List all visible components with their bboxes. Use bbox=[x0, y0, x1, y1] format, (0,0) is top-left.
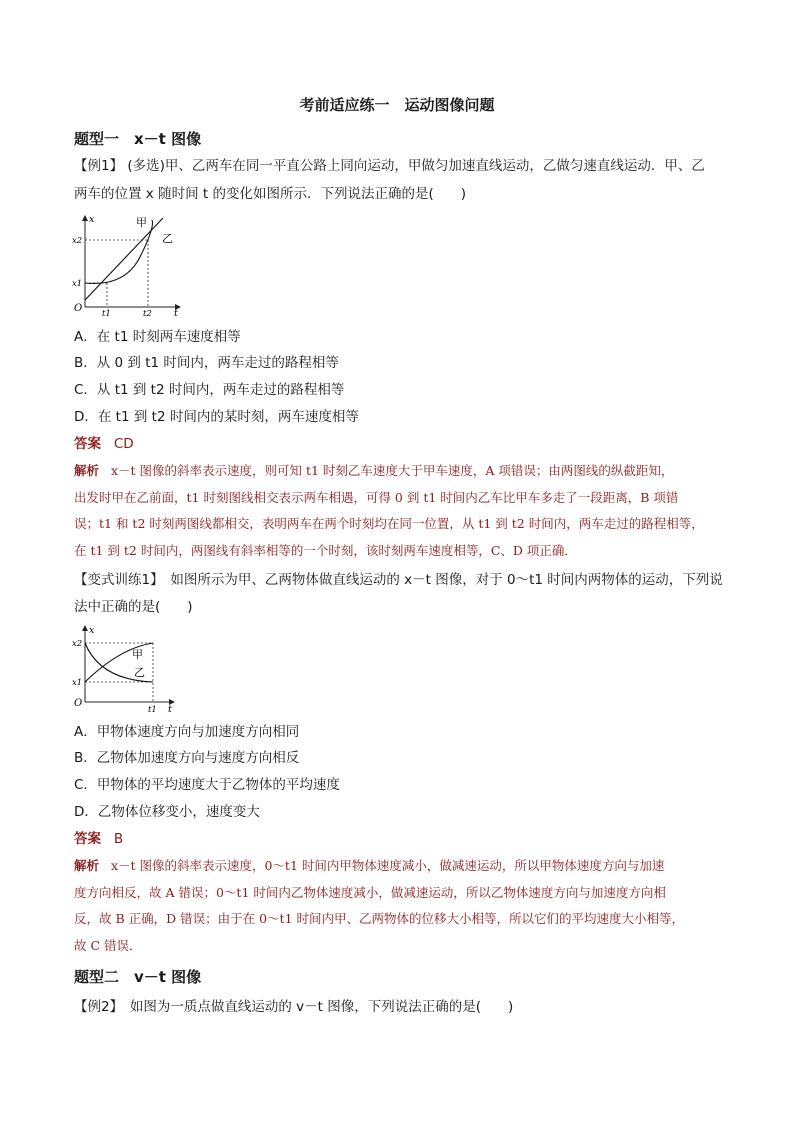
svg-text:x: x bbox=[89, 214, 95, 225]
svg-text:x1: x1 bbox=[72, 678, 83, 688]
example1-option-a: A．在 t1 时刻两车速度相等 bbox=[74, 329, 241, 345]
svg-text:O: O bbox=[74, 698, 83, 709]
svg-text:t1: t1 bbox=[102, 309, 111, 318]
section-heading-1: 题型一 x－t 图像 bbox=[74, 130, 202, 148]
variant1-option-c: C．甲物体的平均速度大于乙物体的平均速度 bbox=[74, 777, 340, 793]
example1-stem-line1: 【例1】 (多选)甲、乙两车在同一平直公路上同向运动，甲做匀加速直线运动，乙做匀速直线运动．甲、乙 bbox=[74, 158, 705, 174]
svg-text:甲: 甲 bbox=[136, 216, 147, 229]
answer-label: 答案 bbox=[74, 831, 101, 847]
curve-jia bbox=[85, 220, 153, 283]
explanation-label: 解析 bbox=[74, 463, 100, 478]
svg-text:乙: 乙 bbox=[162, 232, 173, 245]
xt-graph-variant1 bbox=[70, 624, 180, 714]
explanation-label: 解析 bbox=[74, 858, 100, 873]
svg-text:甲: 甲 bbox=[132, 648, 143, 661]
svg-text:O: O bbox=[74, 303, 83, 314]
variant1-option-b: B．乙物体加速度方向与速度方向相反 bbox=[74, 750, 300, 766]
svg-text:x: x bbox=[89, 625, 95, 636]
svg-text:t: t bbox=[174, 308, 178, 318]
example1-explanation: 解析 x－t 图像的斜率表示速度，则可知 t1 时刻乙车速度大于甲车速度，A 项错误；由两图线的纵截距知， 出发时甲在乙前面，t1 时刻图线相交表示两车相遇，可得 0 到 t1 时间内乙车比甲车多走了一段距离，B 项错 误；t1 和 t2 时刻两图线都相交，表明两车在两个时刻均在同一位置，从 t1 到 t2 时间内，两车走过的路程相等， 在 t1 到 t2 时间内，两图线有斜率相等的一个时刻，该时刻两车速度相等，C、D 项正确． bbox=[74, 463, 704, 558]
example1-stem-line2: 两车的位置 x 随时间 t 的变化如图所示．下列说法正确的是( ) bbox=[74, 186, 466, 202]
example1-answer bbox=[74, 434, 134, 454]
svg-text:乙: 乙 bbox=[134, 666, 145, 679]
svg-text:x2: x2 bbox=[72, 639, 83, 649]
example1-option-c: C．从 t1 到 t2 时间内，两车走过的路程相等 bbox=[74, 382, 345, 398]
svg-text:t: t bbox=[168, 704, 172, 714]
variant1-stem-line2: 法中正确的是( ) bbox=[74, 599, 193, 615]
svg-text:x2: x2 bbox=[72, 236, 83, 246]
line-yi bbox=[85, 218, 163, 300]
section-heading-2: 题型二 v－t 图像 bbox=[74, 968, 202, 986]
page-title: 考前适应练一 运动图像问题 bbox=[299, 96, 495, 114]
answer-label: 答案 bbox=[74, 436, 101, 452]
answer-value: B bbox=[113, 831, 124, 847]
variant1-answer bbox=[74, 829, 123, 849]
example1-option-d: D．在 t1 到 t2 时间内的某时刻，两车速度相等 bbox=[74, 409, 359, 425]
example1-option-b: B．从 0 到 t1 时间内，两车走过的路程相等 bbox=[74, 355, 339, 371]
variant1-stem-line1: 【变式训练1】 如图所示为甲、乙两物体做直线运动的 x－t 图像，对于 0～t1 时间内两物体的运动，下列说 bbox=[74, 572, 723, 588]
example2-stem-line1: 【例2】 如图为一质点做直线运动的 v－t 图像，下列说法正确的是( ) bbox=[74, 999, 514, 1015]
variant1-explanation: 解析 x－t 图像的斜率表示速度，0～t1 时间内甲物体速度减小，做减速运动，所以甲物体速度方向与加速 度方向相反，故 A 错误；0～t1 时间内乙物体速度减小，做减速运动，所以乙物体速度方向与加速度方向相 反，故 B 正确，D 错误；由于在 0～t1 时间内甲、乙两物体的位移大小相等，所以它们的平均速度大小相等， 故 C 错误． bbox=[74, 858, 685, 953]
variant1-option-d: D．乙物体位移变小，速度变大 bbox=[74, 804, 260, 820]
svg-text:t1: t1 bbox=[148, 705, 157, 714]
xt-graph-example1 bbox=[70, 212, 190, 318]
svg-text:x1: x1 bbox=[72, 279, 83, 289]
variant1-option-a: A．甲物体速度方向与加速度方向相同 bbox=[74, 724, 300, 740]
answer-value: CD bbox=[113, 436, 134, 452]
svg-text:t2: t2 bbox=[143, 309, 152, 318]
